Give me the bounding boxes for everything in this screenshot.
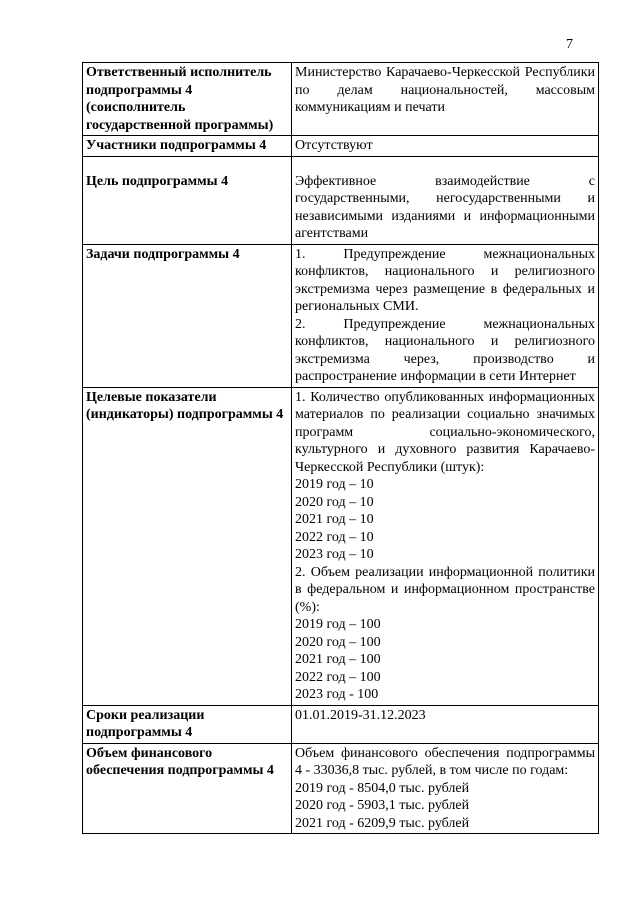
value-line: 2022 год – 10 [295, 529, 374, 545]
row-label: Участники подпрограммы 4 [83, 136, 292, 157]
row-label: Задачи подпрограммы 4 [83, 244, 292, 387]
row-label: Сроки реализации подпрограммы 4 [83, 705, 292, 743]
table-row [83, 387, 599, 705]
table-row [83, 743, 599, 834]
value-line: 2019 год - 8504,0 тыс. рублей [295, 780, 470, 796]
row-value [292, 705, 599, 743]
value-line: 1. Предупреждение межнациональных конфликтов, национального и религиозного экстремизма через размещение в федеральных и региональных СМИ. [295, 246, 595, 314]
table-row [83, 63, 599, 136]
value-line: 2021 год – 10 [295, 512, 374, 527]
value-line: 2020 год – 100 [295, 634, 381, 650]
value-line: Министерство Карачаево-Черкесской Республики по делам национальностей, массовым коммуникациям и печати [295, 65, 595, 115]
value-line: 2020 год - 5903,1 тыс. рублей [295, 798, 470, 813]
value-line: 2021 год - 6209,9 тыс. рублей [295, 815, 470, 831]
subprogram-passport-table [82, 62, 599, 834]
row-label: Целевые показатели (индикаторы) подпрограммы 4 [83, 387, 292, 705]
value-line: 2019 год – 10 [295, 477, 374, 492]
value-line: Отсутствуют [295, 138, 373, 153]
row-label: Ответственный исполнитель подпрограммы 4 (соисполнитель государственной программы) [83, 63, 292, 136]
page-number: 7 [566, 37, 573, 52]
row-value [292, 244, 599, 387]
value-line: 2021 год – 100 [295, 652, 381, 667]
value-line: 2023 год – 10 [295, 547, 374, 562]
value-line: 2. Объем реализации информационной политики в федеральном и информационном пространстве (%): [295, 564, 595, 615]
row-label: Цель подпрограммы 4 [83, 156, 292, 244]
value-line: 2. Предупреждение межнациональных конфликтов, национального и религиозного экстремизма через, производство и распространение информации в сети Интернет [295, 316, 595, 384]
row-value [292, 63, 599, 136]
row-value [292, 156, 599, 244]
value-line: Эффективное взаимодействие с государственными, негосударственными и независимыми изданиями и информационными агентствами [295, 173, 595, 241]
value-line: 2023 год - 100 [295, 687, 379, 702]
value-line: 2022 год – 100 [295, 669, 381, 685]
table-row [83, 136, 599, 157]
row-value [292, 743, 599, 834]
value-line: 01.01.2019-31.12.2023 [295, 707, 426, 723]
value-line: 1. Количество опубликованных информационных материалов по реализации социально значимых программ социально-экономического, культурного и духовного развития Карачаево-Черкесской Республики (штук): [295, 389, 595, 475]
value-line: 2020 год – 10 [295, 494, 374, 510]
table-row [83, 244, 599, 387]
row-label: Объем финансового обеспечения подпрограммы 4 [83, 743, 292, 834]
value-line: 2019 год – 100 [295, 617, 381, 632]
row-value [292, 387, 599, 705]
table-row [83, 705, 599, 743]
row-value [292, 136, 599, 157]
value-line: Объем финансового обеспечения подпрограммы 4 - 33036,8 тыс. рублей, в том числе по годам: [295, 745, 595, 778]
table-row [83, 156, 599, 244]
